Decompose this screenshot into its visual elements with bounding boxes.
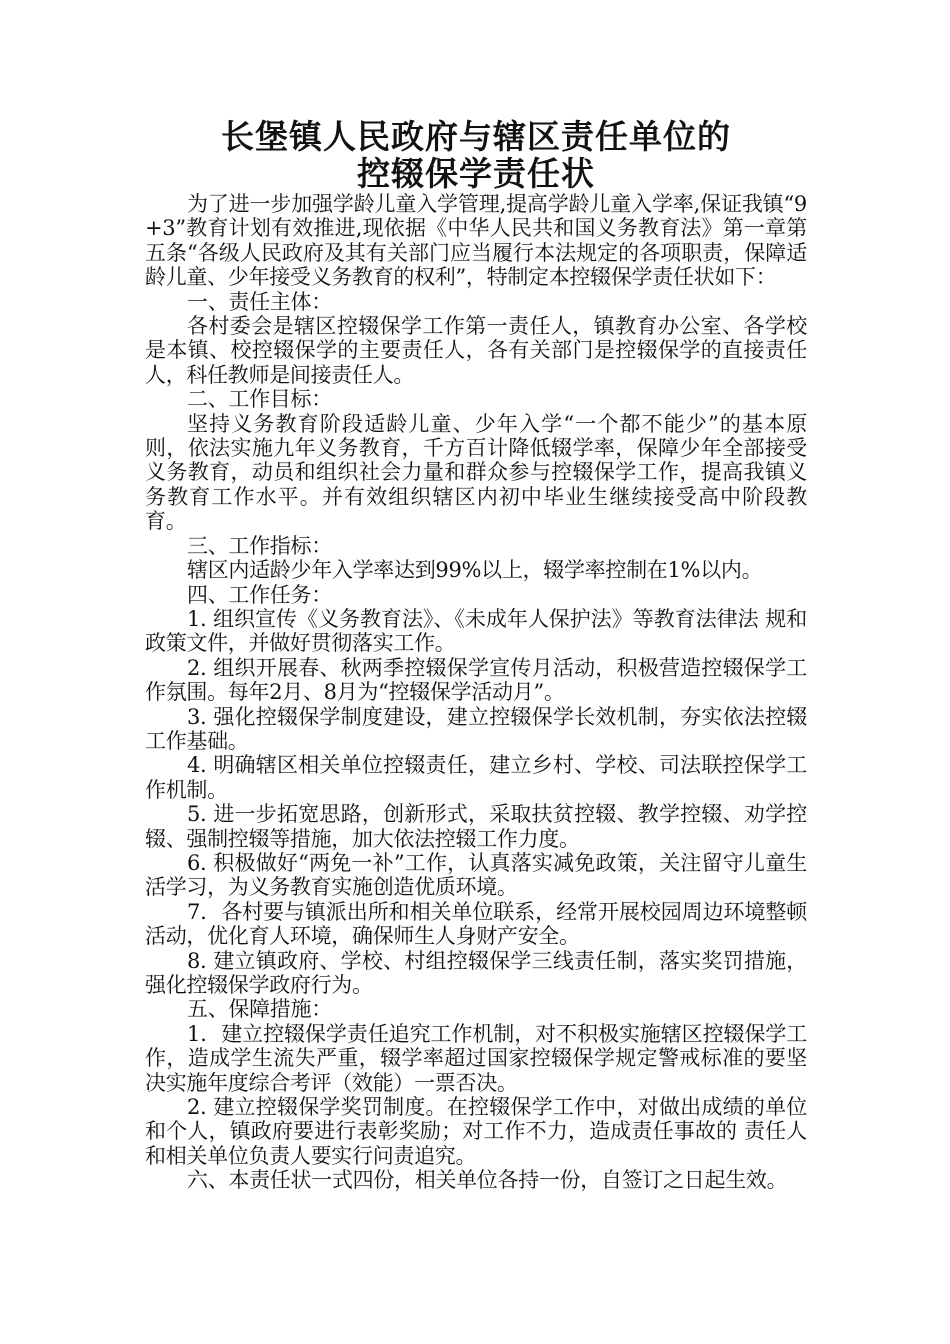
task-item: 8. 建立镇政府、学校、村组控辍保学三线责任制，落实奖罚措施，强化控辍保学政府行为。 — [145, 948, 807, 997]
task-item: 5. 进一步拓宽思路，创新形式，采取扶贫控辍、教学控辍、劝学控辍、强制控辍等措施，加大依法控辍工作力度。 — [145, 802, 807, 851]
section-heading-tasks: 四、工作任务： — [187, 582, 332, 607]
title-line-2: 控辍保学责任状 — [357, 154, 595, 193]
intro-paragraph: 为了进一步加强学龄儿童入学管理,提高学龄儿童入学率,保证我镇“9+3”教育计划有效推进,现依据《中华人民共和国义务教育法》第一章第五条“各级人民政府及其有关部门应当履行本法规定的各项职责，保障适龄儿童、少年接受义务教育的权利”，特制定本控辍保学责任状如下： — [145, 192, 807, 290]
section-heading-indicators: 三、工作指标： — [187, 533, 332, 558]
title-line-1: 长堡镇人民政府与辖区责任单位的 — [221, 117, 731, 156]
section-heading-responsible-party: 一、责任主体： — [187, 289, 332, 314]
safeguard-item: 1．建立控辍保学责任追究工作机制，对不积极实施辖区控辍保学工作，造成学生流失严重，辍学率超过国家控辍保学规定警戒标准的要坚决实施年度综合考评（效能）一票否决。 — [145, 1021, 807, 1095]
closing-paragraph: 六、本责任状一式四份，相关单位各持一份，自签订之日起生效。 — [187, 1168, 788, 1193]
responsible-party-paragraph: 各村委会是辖区控辍保学工作第一责任人，镇教育办公室、各学校是本镇、校控辍保学的主要责任人，各有关部门是控辍保学的直接责任人，科任教师是间接责任人。 — [145, 314, 807, 387]
document-title — [145, 118, 807, 192]
indicators-paragraph: 辖区内适龄少年入学率达到99%以上，辍学率控制在1%以内。 — [187, 558, 763, 583]
document-page — [145, 118, 807, 1193]
section-heading-safeguards: 五、保障措施： — [187, 997, 332, 1022]
task-item: 3. 强化控辍保学制度建设，建立控辍保学长效机制，夯实依法控辍工作基础。 — [145, 704, 807, 753]
task-item: 7．各村要与镇派出所和相关单位联系，经常开展校园周边环境整顿活动，优化育人环境，确保师生人身财产安全。 — [145, 899, 807, 949]
section-heading-goals: 二、工作目标： — [187, 387, 332, 412]
task-item: 2. 组织开展春、秋两季控辍保学宣传月活动，积极营造控辍保学工作氛围。每年2月、8月为“控辍保学活动月”。 — [145, 655, 807, 705]
task-item: 6. 积极做好“两免一补”工作，认真落实减免政策，关注留守儿童生活学习，为义务教育实施创造优质环境。 — [145, 850, 807, 900]
goals-paragraph: 坚持义务教育阶段适龄儿童、少年入学“一个都不能少”的基本原则，依法实施九年义务教育，千方百计降低辍学率，保障少年全部接受义务教育，动员和组织社会力量和群众参与控辍保学工作，提高我镇义务教育工作水平。并有效组织辖区内初中毕业生继续接受高中阶段教育。 — [145, 411, 807, 534]
safeguard-item: 2. 建立控辍保学奖罚制度。在控辍保学工作中，对做出成绩的单位和个人，镇政府要进行表彰奖励；对工作不力，造成责任事故的 责任人和相关单位负责人要实行问责追究。 — [145, 1095, 807, 1168]
task-item: 4. 明确辖区相关单位控辍责任，建立乡村、学校、司法联控保学工作机制。 — [145, 753, 807, 802]
document-body — [145, 192, 807, 1193]
task-item: 1. 组织宣传《义务教育法》、《未成年人保护法》等教育法律法 规和政策文件，并做好贯彻落实工作。 — [145, 606, 807, 656]
